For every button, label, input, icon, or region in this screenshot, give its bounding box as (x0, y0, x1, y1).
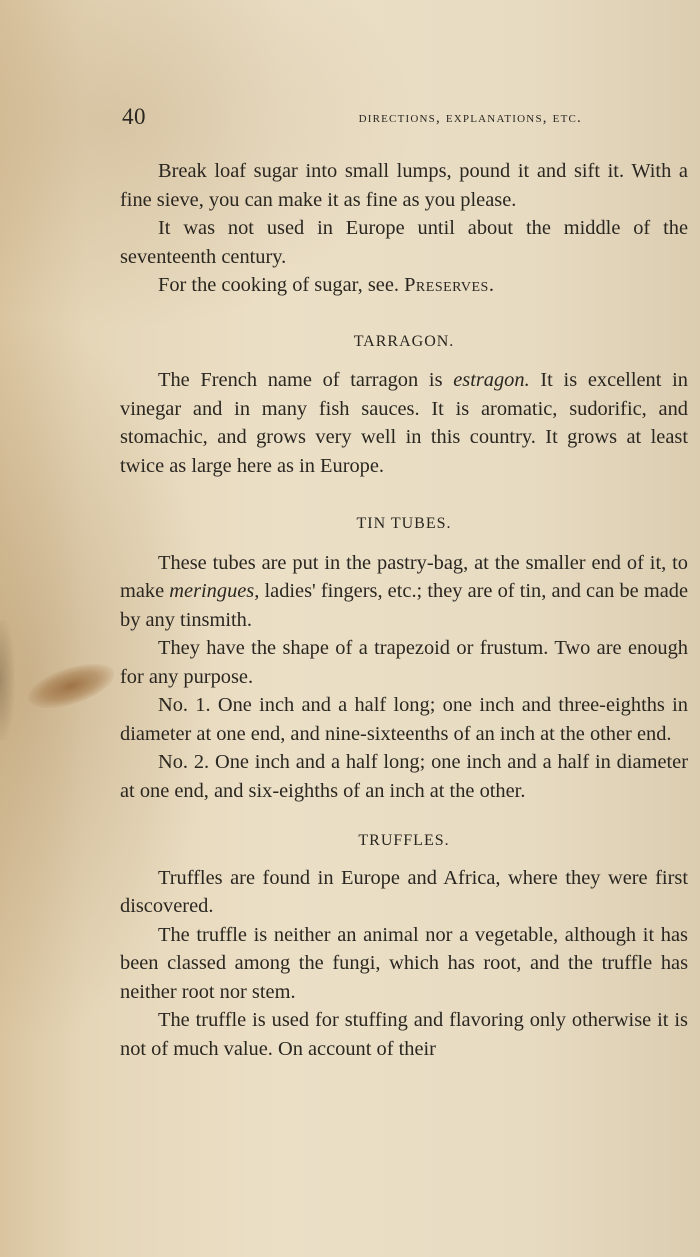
truffles-paragraph-3: The truffle is used for stuffing and flavoring only otherwise it is not of much value. On account of their (120, 1009, 688, 1060)
page-body (120, 157, 688, 1063)
truffles-paragraph-1: Truffles are found in Europe and Africa, where they were first discovered. (120, 866, 688, 917)
sugar-paragraph-2: It was not used in Europe until about the middle of the seventeenth century. (120, 217, 688, 268)
tin-tubes-paragraph-2: They have the shape of a trapezoid or frustum. Two are enough for any purpose. (120, 637, 688, 688)
tin-tubes-paragraph-3: No. 1. One inch and a half long; one inch and three-eighths in diameter at one end, and nine-sixteenths of an inch at the other end. (120, 694, 688, 745)
tin-tubes-heading: TIN TUBES. (356, 515, 452, 532)
sugar-paragraph-3 (120, 271, 688, 300)
tin-tubes-paragraph-1 (120, 549, 688, 635)
running-head: directions, explanations, etc. (358, 110, 582, 126)
tarragon-term: estragon. (453, 369, 530, 391)
page-edge-shadow (0, 620, 14, 740)
truffles-paragraph-2: The truffle is neither an animal nor a vegetable, although it has been classed among the fungi, which has root, and the truffle has neither root nor stem. (120, 923, 688, 1003)
tin-tubes-term: meringues, (169, 580, 260, 602)
page-header (122, 100, 582, 132)
sugar-paragraph-1: Break loaf sugar into small lumps, pound it and sift it. With a fine sieve, you can make it as fine as you please. (120, 160, 688, 211)
preserves-reference: Preserves. (404, 274, 495, 296)
page-stain (23, 655, 120, 717)
tin-tubes-paragraph-4: No. 2. One inch and a half long; one inch and a half in diameter at one end, and six-eighths of an inch at the other. (120, 751, 688, 802)
sugar-paragraph-3-text: For the cooking of sugar, see. (158, 274, 405, 296)
tin-tubes-text-b: ladies' fingers, etc.; they are of tin, and can be made by any tinsmith. (120, 580, 688, 631)
tarragon-text-a: The French name of tarragon is (158, 369, 454, 391)
page-number: 40 (122, 104, 146, 129)
tarragon-paragraph-1 (120, 366, 688, 480)
tarragon-heading: TARRAGON. (353, 332, 455, 350)
tarragon-text-b: It is excellent in vinegar and in many fish sauces. It is aromatic, sudorific, and stomachic, and grows very well in this country. It grows at least twice as large here as in Europe. (120, 369, 688, 477)
tin-tubes-text-a: These tubes are put in the pastry-bag, at the smaller end of it, to make (120, 551, 688, 602)
truffles-heading: TRUFFLES. (358, 832, 450, 849)
